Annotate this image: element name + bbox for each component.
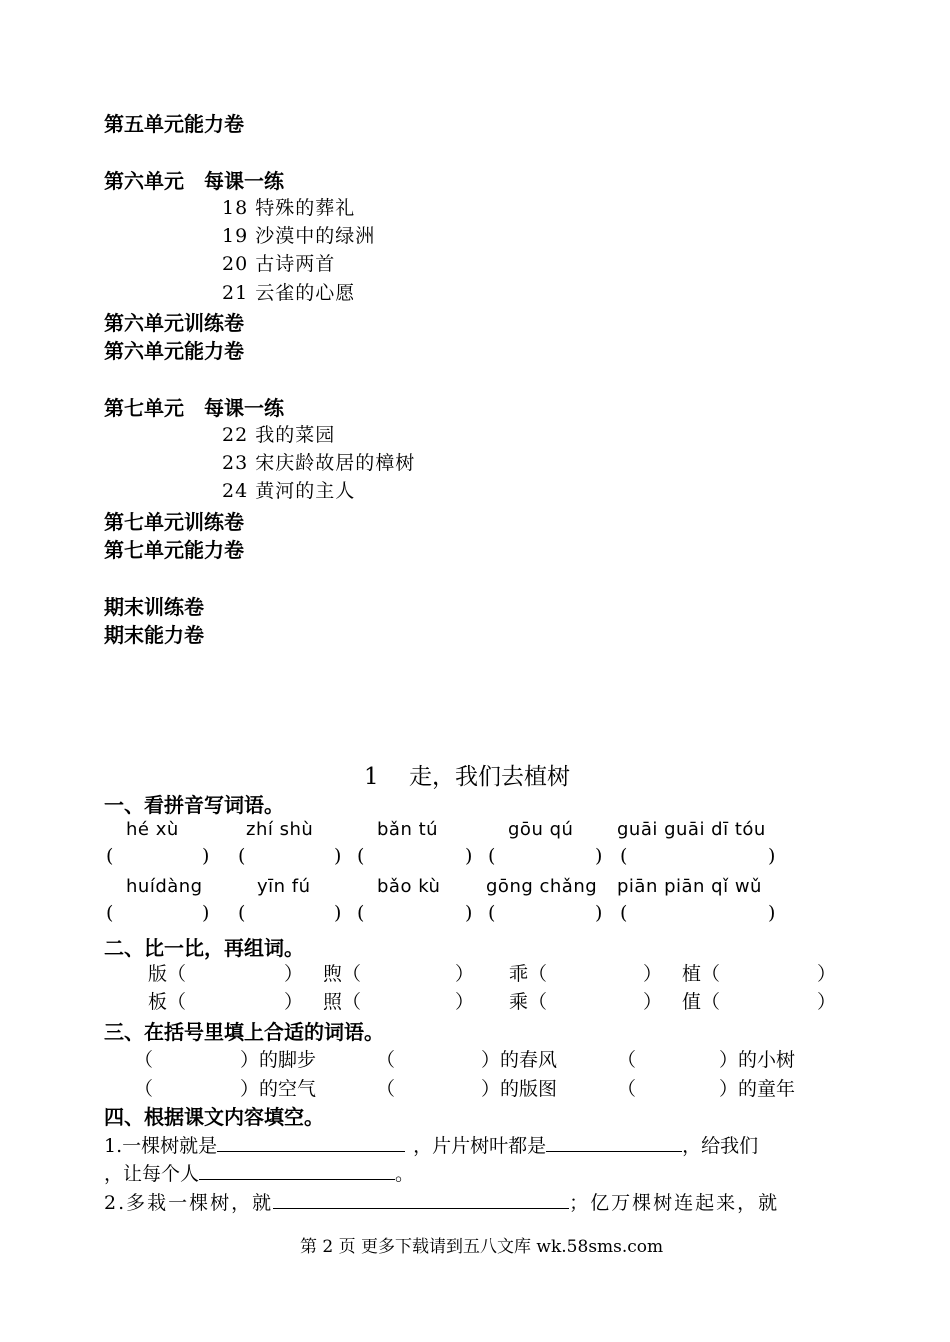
toc-unit7-ability: 第七单元能力卷 [104,538,244,562]
toc-unit6-ability: 第六单元能力卷 [104,339,244,363]
answer-paren-10-open: ( [620,902,628,924]
fill-open-4: （ [134,1078,154,1100]
q4-line3-text-b: ；亿万棵树连起来，就 [569,1192,780,1214]
fill-open-1: （ [134,1049,154,1071]
compare-close-3: ） [643,963,663,985]
blank-4[interactable] [273,1207,569,1209]
page-footer: 第 2 页 更多下载请到五八文库 wk.58sms.com [300,1237,664,1257]
fill-phrase-3: ）的小树 [719,1049,796,1071]
q4-line2-text-b: 。 [395,1163,415,1185]
answer-paren-3-close: ) [465,845,473,867]
q4-line2 [104,1159,414,1186]
toc-unit6-training: 第六单元训练卷 [104,311,244,335]
compare-char-6: 照（ [323,991,362,1013]
toc-lesson-21: 21 云雀的心愿 [222,282,356,304]
toc-unit5-ability: 第五单元能力卷 [104,112,244,136]
compare-close-2: ） [455,963,475,985]
compare-close-5: ） [284,991,304,1013]
answer-paren-8-open: ( [357,902,365,924]
compare-char-2: 煦（ [323,963,362,985]
answer-paren-8-close: ) [465,902,473,924]
pinyin-10: piān piān qǐ wǔ [617,876,762,897]
q4-heading: 四、根据课文内容填空。 [104,1105,324,1129]
fill-open-3: （ [617,1049,637,1071]
answer-paren-3-open: ( [357,845,365,867]
answer-paren-9-open: ( [488,902,496,924]
q4-line2-text-a: ，让每个人 [104,1163,200,1185]
q4-line3-text-a: 2.多栽一棵树，就 [104,1192,274,1214]
toc-lesson-24: 24 黄河的主人 [222,480,356,502]
answer-paren-6-close: ) [202,902,210,924]
q4-line1 [104,1131,758,1158]
q4-line1-text-b: ，片片树叶都是 [413,1135,547,1157]
blank-3[interactable] [199,1178,395,1180]
compare-close-7: ） [643,991,663,1013]
pinyin-7: yīn fú [257,876,311,897]
fill-phrase-4: ）的空气 [240,1078,317,1100]
pinyin-3: bǎn tú [377,819,439,840]
blank-2[interactable] [546,1150,682,1152]
compare-char-8: 值（ [682,991,721,1013]
compare-close-6: ） [455,991,475,1013]
lesson-title: 1 走，我们去植树 [364,764,570,790]
fill-open-5: （ [376,1078,396,1100]
compare-char-1: 版（ [148,963,187,985]
answer-paren-2-close: ) [334,845,342,867]
answer-paren-2-open: ( [238,845,246,867]
toc-lesson-18: 18 特殊的葬礼 [222,197,356,219]
toc-unit7-training: 第七单元训练卷 [104,510,244,534]
blank-1[interactable] [217,1150,405,1152]
pinyin-8: bǎo kù [377,876,441,897]
pinyin-6: huídàng [126,876,203,897]
q1-heading: 一、看拼音写词语。 [104,793,284,817]
compare-char-4: 植（ [682,963,721,985]
fill-phrase-2: ）的春风 [481,1049,558,1071]
fill-open-2: （ [376,1049,396,1071]
toc-lesson-20: 20 古诗两首 [222,253,336,275]
answer-paren-7-close: ) [334,902,342,924]
q4-line3 [104,1188,779,1215]
fill-phrase-6: ）的童年 [719,1078,796,1100]
compare-char-3: 乖（ [509,963,548,985]
fill-phrase-1: ）的脚步 [240,1049,317,1071]
answer-paren-9-close: ) [595,902,603,924]
pinyin-5: guāi guāi dī tóu [617,819,766,840]
pinyin-9: gōng chǎng [486,876,598,897]
answer-paren-4-open: ( [488,845,496,867]
toc-lesson-19: 19 沙漠中的绿洲 [222,225,376,247]
compare-char-5: 板（ [148,991,187,1013]
toc-unit6-header: 第六单元 每课一练 [104,169,284,193]
compare-close-1: ） [284,963,304,985]
answer-paren-1-open: ( [106,845,114,867]
toc-lesson-22: 22 我的菜园 [222,424,336,446]
fill-phrase-5: ）的版图 [481,1078,558,1100]
q4-line1-text-c: ，给我们 [682,1135,759,1157]
pinyin-1: hé xù [126,819,179,840]
q3-heading: 三、在括号里填上合适的词语。 [104,1020,384,1044]
toc-final-training: 期末训练卷 [104,595,204,619]
toc-final-ability: 期末能力卷 [104,623,204,647]
fill-open-6: （ [617,1078,637,1100]
pinyin-4: gōu qú [508,819,574,840]
answer-paren-1-close: ) [202,845,210,867]
answer-paren-7-open: ( [238,902,246,924]
compare-close-4: ） [817,963,837,985]
compare-char-7: 乘（ [509,991,548,1013]
answer-paren-6-open: ( [106,902,114,924]
answer-paren-5-open: ( [620,845,628,867]
compare-close-8: ） [817,991,837,1013]
answer-paren-4-close: ) [595,845,603,867]
toc-unit7-header: 第七单元 每课一练 [104,396,284,420]
pinyin-2: zhí shù [246,819,314,840]
answer-paren-10-close: ) [768,902,776,924]
q2-heading: 二、比一比，再组词。 [104,936,304,960]
q4-line1-text-a: 1.一棵树就是 [104,1135,218,1157]
answer-paren-5-close: ) [768,845,776,867]
toc-lesson-23: 23 宋庆龄故居的樟树 [222,452,416,474]
